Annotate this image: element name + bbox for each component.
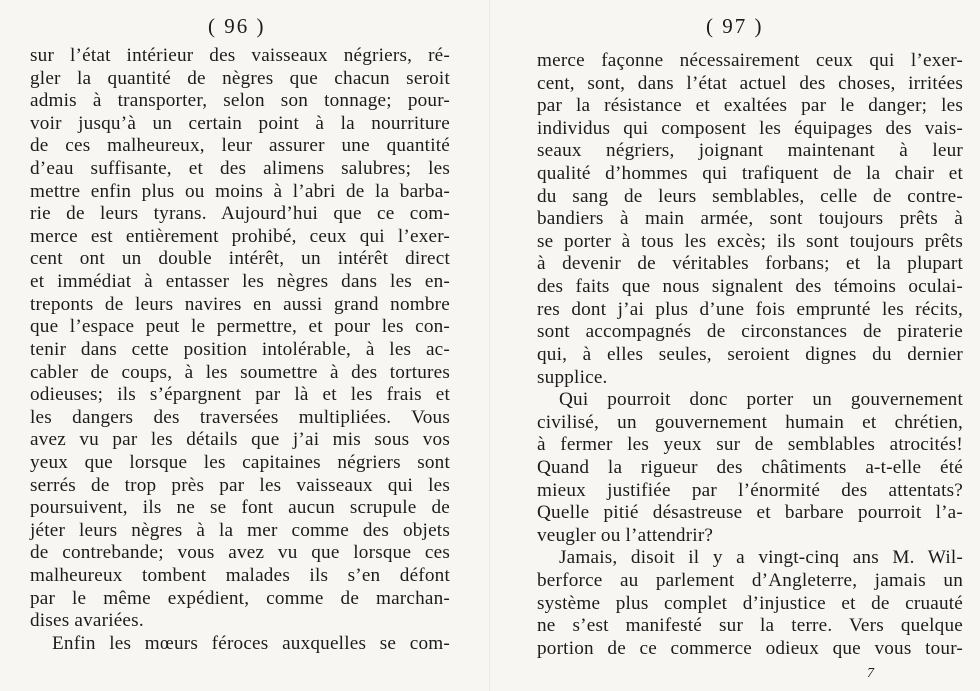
text-line: du sang de leurs semblables, celle de contre- [537,185,963,207]
right-page-text [537,50,963,660]
text-line: d’eau suffisante, et des alimens salubres; les [30,158,450,180]
text-line: que l’espace peut le permettre, et pour les con- [30,316,450,338]
text-line: mieux justifiée par l’énormité des attentats? [537,479,963,501]
paragraph-start-line: Qui pourroit donc porter un gouvernement [559,389,963,411]
text-line: bandiers à main armée, sont toujours prêts à [537,208,963,230]
text-line: poursuivent, ils ne se font aucun scrupule de [30,497,450,519]
text-line: civilisé, un gouvernement humain et chrétien, [537,411,963,433]
right-page [491,0,980,691]
text-line: à fermer les yeux sur de semblables atrocités! [537,434,963,456]
text-line: de contrebande; vous avez vu que lorsque ces [30,542,450,564]
text-line: gler la quantité de nègres que chacun seroit [30,67,450,89]
paragraph-start-line: Enfin les mœurs féroces auxquelles se com- [52,632,450,654]
text-line: sont accompagnés de circonstances de piraterie [537,321,963,343]
page-number-97: ( 97 ) [706,14,764,38]
text-line: cent, sont, dans l’état actuel des choses, irritées [537,72,963,94]
text-line: tenir dans cette position intolérable, à les ac- [30,338,450,360]
text-line: odieuses; ils s’épargnent par là et les frais et [30,384,450,406]
text-line: Quand la rigueur des châtiments a-t-elle été [537,456,963,478]
text-line: des faits que nous signalent des témoins oculai- [537,276,963,298]
text-line: se porter à tous les excès; ils sont toujours prêts [537,230,963,252]
text-line: avez vu par les détails que j’ai mis sous vos [30,429,450,451]
text-line: et immédiat à entasser les nègres dans les en- [30,271,450,293]
text-line: qualité d’hommes qui trafiquent de la chair et [537,163,963,185]
text-line: merce est entièrement prohibé, ceux qui l’exer- [30,225,450,247]
text-line: mettre enfin plus ou moins à l’abri de la barba- [30,180,450,202]
text-line: merce façonne nécessairement ceux qui l’exer- [537,50,963,71]
text-line: berforce au parlement d’Angleterre, jamais un [537,570,963,592]
text-line: ne s’est manifesté sur la terre. Vers quelque [537,615,963,637]
text-line: serrés de trop près par les vaisseaux qui les [30,474,450,496]
text-line: rie de leurs tyrans. Aujourd’hui que ce com- [30,203,450,225]
text-line: système plus complet d’injustice et de cruauté [537,592,963,614]
text-line: admis à transporter, selon son tonnage; pour- [30,90,450,112]
text-line: cabler de coups, à les soumettre à des tortures [30,361,450,383]
paragraph-end-line: dises avariées. [30,610,144,632]
text-line: par le même expédient, comme de marchan- [30,587,450,609]
paragraph-end-line: veugler ou l’attendrir? [537,524,714,546]
text-line: les dangers des traversées multipliées. Vous [30,406,450,428]
text-line: à devenir de véritables forbans; et la plupart [537,253,963,275]
page-number-96: ( 96 ) [208,14,266,38]
paragraph-end-line: supplice. [537,366,608,388]
text-line: individus qui composent les équipages des vais- [537,117,963,139]
text-line: de ces malheureux, leur assurer une quantité [30,135,450,157]
text-line: qui, à elles seules, seroient dignes du dernier [537,343,963,365]
text-line: seaux négriers, joignant maintenant à leur [537,140,963,162]
text-line: portion de ce commerce odieux que vous tour- [537,637,963,659]
text-line: sur l’état intérieur des vaisseaux négriers, ré- [30,45,450,66]
text-line: jéter leurs nègres à la mer comme des objets [30,519,450,541]
text-line: malheureux tombent malades ils s’en défont [30,565,450,587]
left-page-text [30,45,450,655]
left-page [0,0,489,691]
text-line: voir jusqu’à un certain point à la nourriture [30,112,450,134]
text-line: treponts de leurs navires en aussi grand nombre [30,293,450,315]
signature-mark: 7 [867,666,874,681]
text-line: yeux que lorsque les capitaines négriers sont [30,451,450,473]
text-line: par la résistance et exaltées par le danger; les [537,95,963,117]
text-line: cent ont un double intérêt, un intérêt direct [30,248,450,270]
text-line: Quelle pitié désastreuse et barbare pourroit l’a- [537,502,963,524]
paragraph-start-line: Jamais, disoit il y a vingt-cinq ans M. Wil- [559,547,963,569]
text-line: res dont j’ai plus d’une fois emprunté les récits, [537,298,963,320]
